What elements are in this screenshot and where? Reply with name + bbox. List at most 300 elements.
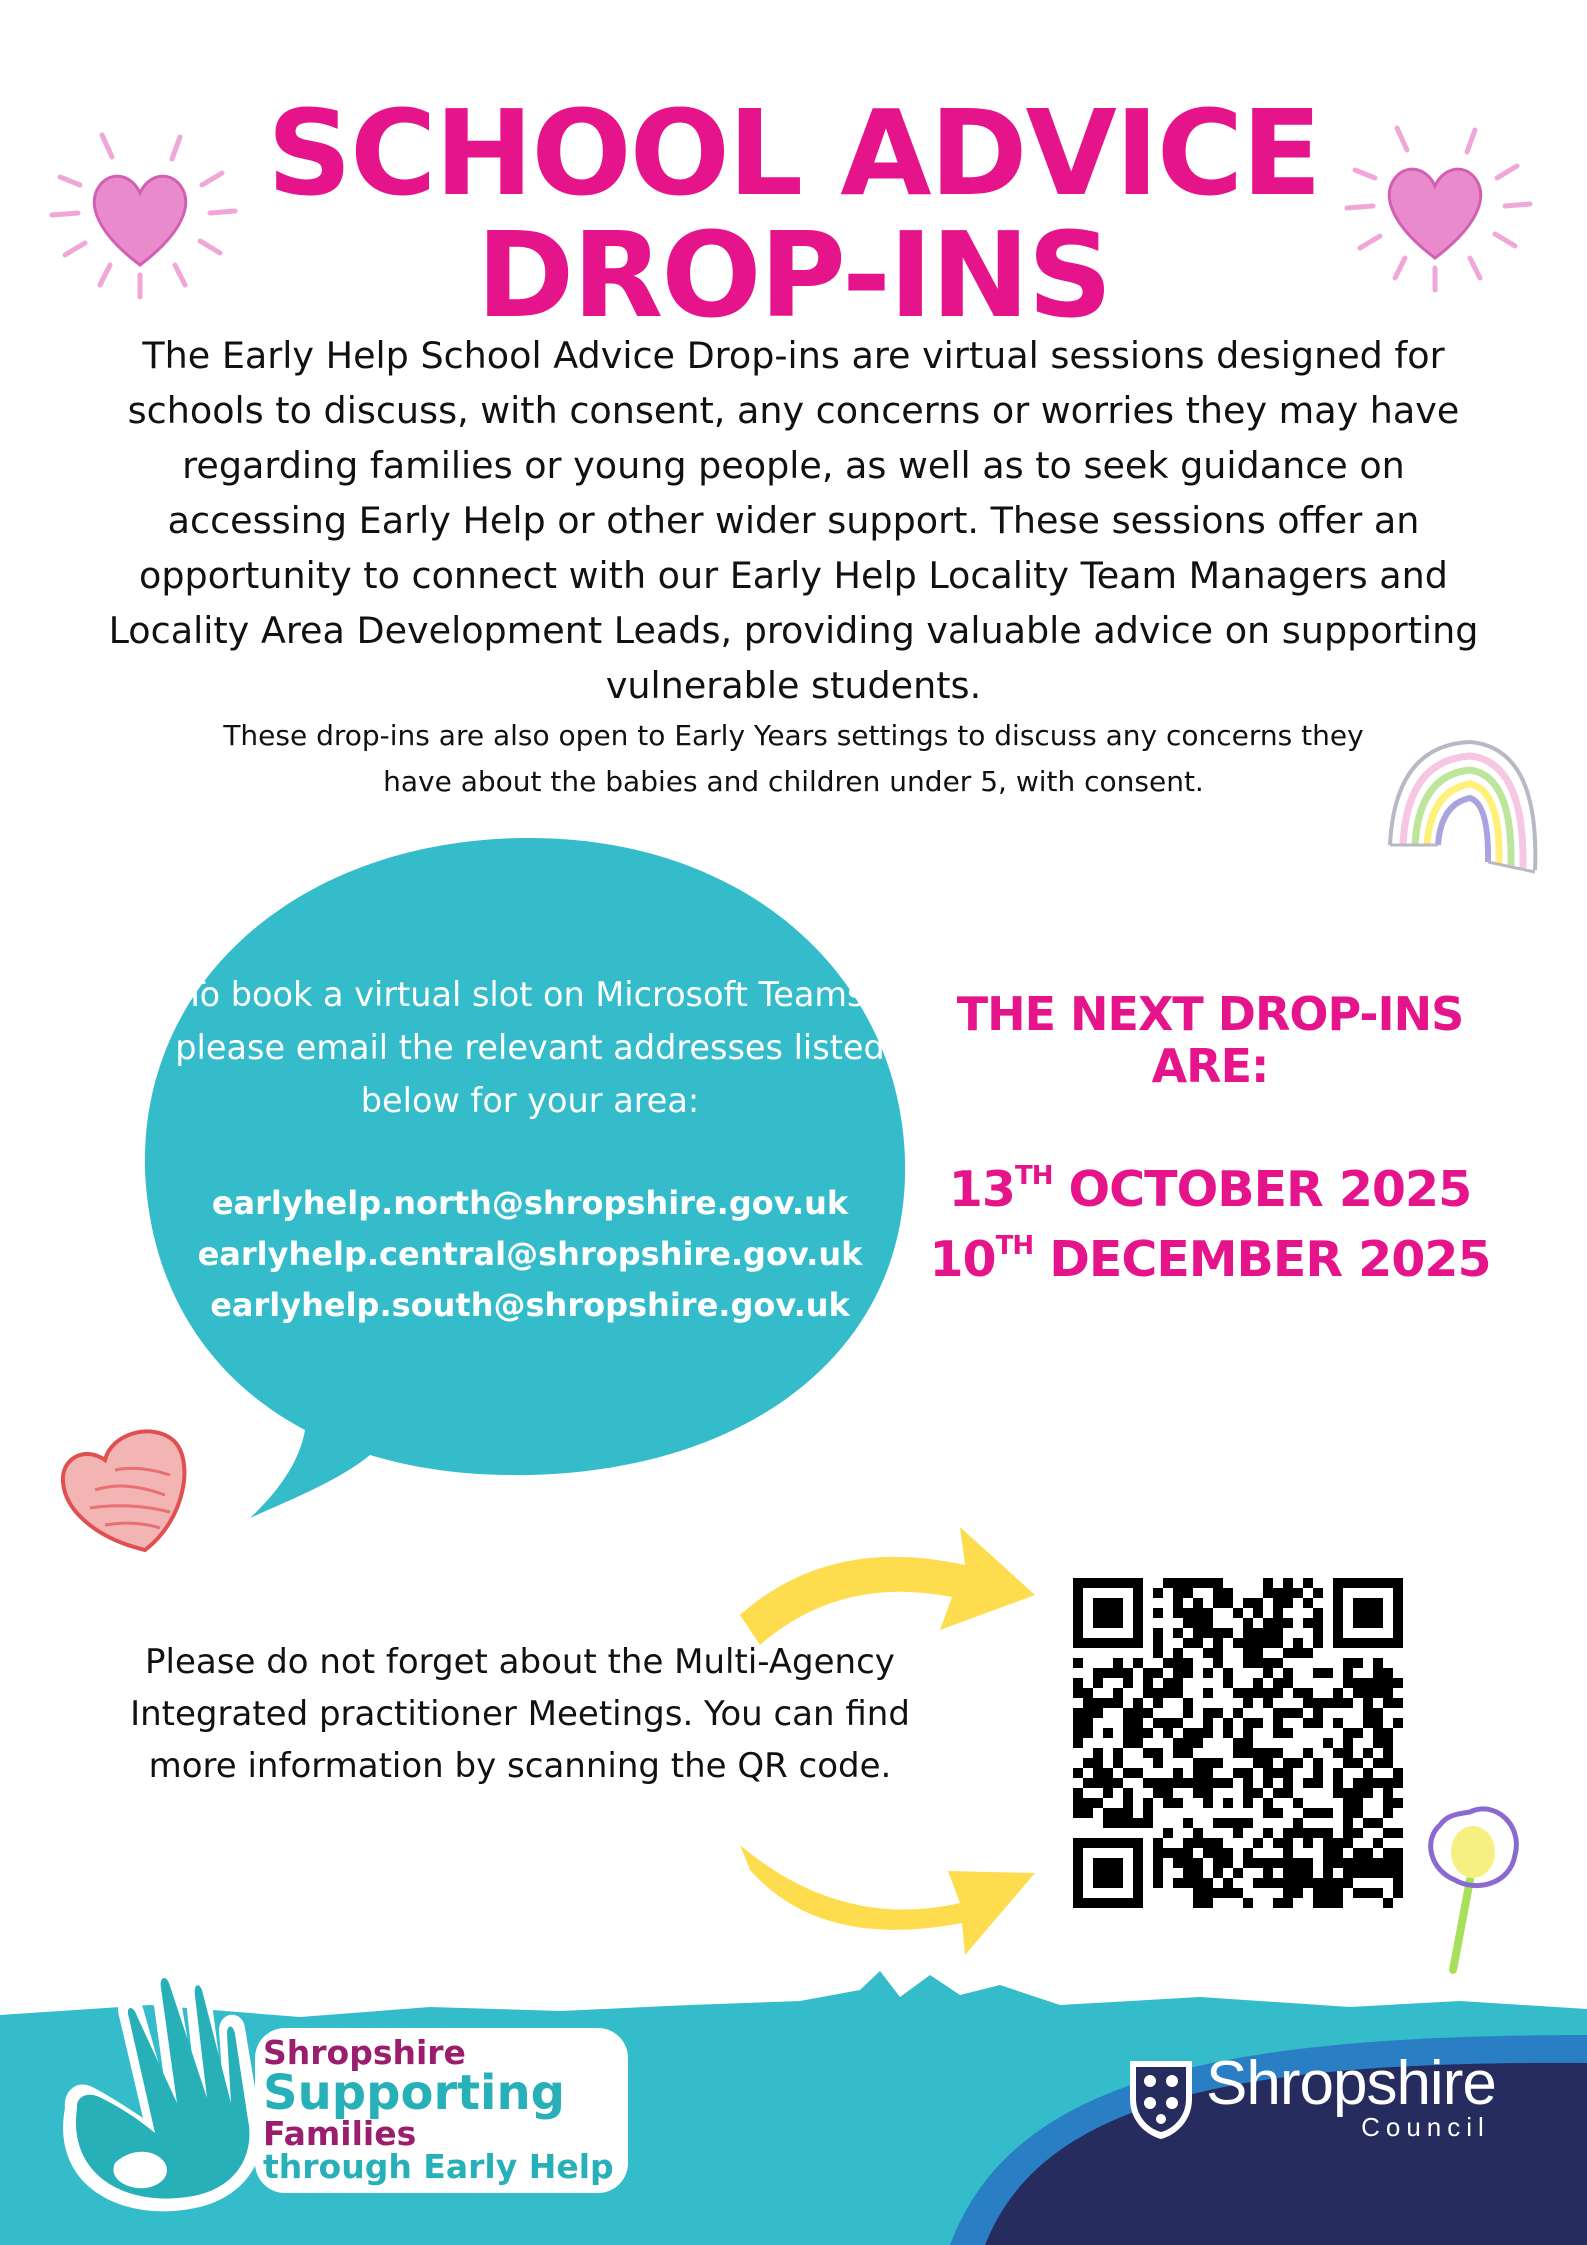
qr-module (1383, 1798, 1393, 1808)
title-line-1: SCHOOL ADVICE (267, 84, 1320, 222)
qr-module (1153, 1608, 1163, 1618)
qr-module (1283, 1708, 1293, 1718)
qr-module (1123, 1708, 1133, 1718)
qr-module (1103, 1868, 1113, 1878)
qr-module (1213, 1888, 1223, 1898)
qr-module (1113, 1808, 1123, 1818)
qr-module (1083, 1838, 1093, 1848)
qr-module (1343, 1868, 1353, 1878)
qr-module (1283, 1888, 1293, 1898)
qr-module (1183, 1778, 1193, 1788)
qr-module (1273, 1588, 1283, 1598)
qr-module (1133, 1718, 1143, 1728)
qr-module (1393, 1768, 1403, 1778)
qr-module (1133, 1628, 1143, 1638)
qr-module (1163, 1578, 1173, 1588)
qr-module (1373, 1688, 1383, 1698)
qr-module (1223, 1858, 1233, 1868)
qr-module (1163, 1678, 1173, 1688)
qr-module (1193, 1618, 1203, 1628)
qr-module (1333, 1718, 1343, 1728)
qr-module (1203, 1758, 1213, 1768)
qr-module (1103, 1698, 1113, 1708)
qr-module (1233, 1888, 1243, 1898)
qr-module (1163, 1718, 1173, 1728)
email-north-link[interactable]: earlyhelp.north@shropshire.gov.uk (211, 1184, 849, 1222)
qr-module (1283, 1828, 1293, 1838)
qr-module (1253, 1598, 1263, 1608)
qr-module (1093, 1578, 1103, 1588)
qr-module (1303, 1618, 1313, 1628)
qr-module (1363, 1698, 1373, 1708)
qr-module (1283, 1668, 1293, 1678)
qr-module (1103, 1608, 1113, 1618)
qr-module (1323, 1838, 1333, 1848)
qr-module (1303, 1838, 1313, 1848)
qr-module (1363, 1618, 1373, 1628)
qr-module (1223, 1888, 1233, 1898)
qr-module (1383, 1788, 1393, 1798)
qr-module (1313, 1628, 1323, 1638)
qr-module (1133, 1638, 1143, 1648)
qr-module (1343, 1878, 1353, 1888)
qr-module (1263, 1638, 1273, 1648)
qr-module (1273, 1808, 1283, 1818)
qr-module (1213, 1638, 1223, 1648)
qr-module (1273, 1608, 1283, 1618)
dropin-date-1: 13TH OCTOBER 2025 (948, 1161, 1472, 1218)
qr-module (1193, 1898, 1203, 1908)
qr-module (1283, 1878, 1293, 1888)
qr-module (1133, 1658, 1143, 1668)
qr-module (1383, 1678, 1393, 1688)
qr-module (1253, 1878, 1263, 1888)
qr-module (1353, 1828, 1363, 1838)
qr-module (1173, 1718, 1183, 1728)
qr-module (1153, 1878, 1163, 1888)
qr-module (1243, 1848, 1253, 1858)
qr-module (1263, 1828, 1273, 1838)
qr-module (1183, 1638, 1193, 1648)
qr-module (1113, 1658, 1123, 1668)
qr-module (1103, 1728, 1113, 1738)
qr-module (1143, 1798, 1153, 1808)
qr-module (1353, 1678, 1363, 1688)
qr-module (1293, 1588, 1303, 1598)
qr-module (1153, 1628, 1163, 1638)
qr-module (1103, 1878, 1113, 1888)
qr-module (1333, 1838, 1343, 1848)
qr-module (1153, 1668, 1163, 1678)
qr-module (1093, 1638, 1103, 1648)
qr-module (1353, 1658, 1363, 1668)
qr-module (1213, 1658, 1223, 1668)
qr-module (1083, 1708, 1093, 1718)
qr-module (1233, 1638, 1243, 1648)
qr-module (1243, 1638, 1253, 1648)
qr-module (1363, 1788, 1373, 1798)
qr-code[interactable] (1073, 1578, 1403, 1908)
qr-module (1203, 1768, 1213, 1778)
qr-module (1263, 1578, 1273, 1588)
qr-module (1353, 1618, 1363, 1628)
qr-module (1293, 1828, 1303, 1838)
qr-module (1333, 1788, 1343, 1798)
qr-module (1113, 1858, 1123, 1868)
qr-module (1343, 1728, 1353, 1738)
qr-module (1103, 1618, 1113, 1628)
qr-module (1163, 1828, 1173, 1838)
qr-module (1363, 1848, 1373, 1858)
qr-module (1383, 1848, 1393, 1858)
qr-module (1223, 1798, 1233, 1808)
qr-module (1153, 1588, 1163, 1598)
qr-module (1153, 1778, 1163, 1788)
qr-module (1323, 1888, 1333, 1898)
qr-module (1393, 1598, 1403, 1608)
qr-module (1143, 1748, 1153, 1758)
qr-module (1213, 1598, 1223, 1608)
qr-module (1253, 1858, 1263, 1868)
qr-module (1293, 1798, 1303, 1808)
qr-module (1163, 1728, 1173, 1738)
qr-module (1303, 1598, 1313, 1608)
qr-module (1153, 1648, 1163, 1658)
qr-module (1323, 1898, 1333, 1908)
early-years-note: These drop-ins are also open to Early Years settings to discuss any concerns they have about the babies and children under 5, with consent. (223, 719, 1364, 798)
qr-module (1373, 1718, 1383, 1728)
qr-module (1223, 1818, 1233, 1828)
qr-module (1133, 1848, 1143, 1858)
qr-module (1283, 1588, 1293, 1598)
qr-module (1293, 1708, 1303, 1718)
qr-module (1243, 1798, 1253, 1808)
qr-module (1083, 1808, 1093, 1818)
email-central-link[interactable]: earlyhelp.central@shropshire.gov.uk (197, 1235, 863, 1273)
qr-module (1363, 1778, 1373, 1788)
qr-module (1283, 1898, 1293, 1908)
qr-module (1333, 1858, 1343, 1868)
qr-module (1273, 1718, 1283, 1728)
qr-module (1373, 1868, 1383, 1878)
qr-module (1343, 1788, 1353, 1798)
qr-module (1303, 1688, 1313, 1698)
qr-module (1113, 1758, 1123, 1768)
qr-module (1173, 1748, 1183, 1758)
qr-module (1333, 1628, 1343, 1638)
qr-module (1243, 1858, 1253, 1868)
qr-module (1373, 1638, 1383, 1648)
qr-module (1373, 1618, 1383, 1628)
qr-module (1223, 1718, 1233, 1728)
qr-module (1243, 1898, 1253, 1908)
qr-module (1133, 1598, 1143, 1608)
qr-module (1203, 1688, 1213, 1698)
qr-module (1253, 1608, 1263, 1618)
qr-module (1313, 1758, 1323, 1768)
qr-module (1083, 1578, 1093, 1588)
council-sub: Council (1361, 2112, 1490, 2142)
qr-module (1283, 1858, 1293, 1868)
qr-module (1083, 1698, 1093, 1708)
qr-module (1353, 1688, 1363, 1698)
qr-module (1073, 1808, 1083, 1818)
qr-module (1183, 1728, 1193, 1738)
qr-module (1373, 1838, 1383, 1848)
qr-module (1283, 1838, 1293, 1848)
qr-module (1183, 1618, 1193, 1628)
qr-module (1393, 1868, 1403, 1878)
qr-module (1293, 1878, 1303, 1888)
qr-module (1383, 1738, 1393, 1748)
qr-module (1263, 1758, 1273, 1768)
qr-module (1303, 1778, 1313, 1788)
qr-module (1163, 1778, 1173, 1788)
qr-module (1083, 1638, 1093, 1648)
qr-module (1383, 1898, 1393, 1908)
supporting-families-logo (255, 2028, 628, 2193)
qr-module (1343, 1638, 1353, 1648)
qr-module (1093, 1708, 1103, 1718)
qr-module (1393, 1588, 1403, 1598)
qr-module (1203, 1578, 1213, 1588)
qr-module (1313, 1778, 1323, 1788)
title-line-2: DROP-INS (476, 206, 1111, 344)
qr-module (1343, 1738, 1353, 1748)
qr-module (1323, 1868, 1333, 1878)
qr-module (1313, 1588, 1323, 1598)
qr-module (1123, 1808, 1133, 1818)
qr-module (1393, 1828, 1403, 1838)
qr-module (1273, 1878, 1283, 1888)
qr-module (1283, 1788, 1293, 1798)
qr-module (1073, 1678, 1083, 1688)
qr-module (1173, 1848, 1183, 1858)
qr-module (1143, 1808, 1153, 1818)
qr-module (1073, 1798, 1083, 1808)
qr-module (1363, 1818, 1373, 1828)
qr-module (1183, 1738, 1193, 1748)
qr-module (1163, 1688, 1173, 1698)
qr-module (1343, 1698, 1353, 1708)
qr-module (1253, 1638, 1263, 1648)
qr-module (1113, 1818, 1123, 1828)
qr-module (1363, 1598, 1373, 1608)
qr-module (1203, 1898, 1213, 1908)
qr-module (1113, 1688, 1123, 1698)
qr-module (1383, 1668, 1393, 1678)
qr-module (1233, 1828, 1243, 1838)
qr-module (1143, 1668, 1153, 1678)
qr-module (1133, 1858, 1143, 1868)
qr-module (1073, 1688, 1083, 1698)
qr-module (1263, 1798, 1273, 1808)
qr-module (1133, 1868, 1143, 1878)
qr-module (1093, 1768, 1103, 1778)
qr-module (1273, 1618, 1283, 1628)
qr-module (1223, 1598, 1233, 1608)
qr-module (1183, 1848, 1193, 1858)
qr-module (1373, 1678, 1383, 1688)
qr-module (1393, 1618, 1403, 1628)
qr-module (1343, 1758, 1353, 1768)
qr-module (1233, 1868, 1243, 1878)
qr-module (1153, 1718, 1163, 1728)
qr-module (1223, 1778, 1233, 1788)
qr-module (1333, 1888, 1343, 1898)
qr-module (1193, 1578, 1203, 1588)
qr-module (1363, 1858, 1373, 1868)
qr-module (1223, 1588, 1233, 1598)
qr-module (1233, 1708, 1243, 1718)
qr-module (1243, 1748, 1253, 1758)
qr-module (1363, 1768, 1373, 1778)
qr-module (1313, 1718, 1323, 1728)
email-south-link[interactable]: earlyhelp.south@shropshire.gov.uk (210, 1286, 850, 1324)
qr-module (1283, 1598, 1293, 1608)
qr-module (1383, 1868, 1393, 1878)
qr-module (1283, 1868, 1293, 1878)
qr-module (1273, 1858, 1283, 1868)
qr-module (1073, 1738, 1083, 1748)
qr-module (1393, 1638, 1403, 1648)
qr-module (1303, 1698, 1313, 1708)
qr-module (1323, 1848, 1333, 1858)
qr-module (1093, 1798, 1103, 1808)
qr-module (1283, 1618, 1293, 1628)
logo-line-1: Shropshire (263, 2033, 466, 2072)
qr-module (1273, 1638, 1283, 1648)
qr-module (1193, 1838, 1203, 1848)
qr-module (1273, 1688, 1283, 1698)
qr-module (1333, 1578, 1343, 1588)
qr-module (1083, 1798, 1093, 1808)
qr-module (1393, 1848, 1403, 1858)
qr-module (1393, 1718, 1403, 1728)
qr-module (1343, 1808, 1353, 1818)
qr-module (1293, 1868, 1303, 1878)
qr-module (1103, 1858, 1113, 1868)
qr-module (1133, 1838, 1143, 1848)
qr-module (1283, 1578, 1293, 1588)
qr-module (1143, 1708, 1153, 1718)
qr-module (1093, 1898, 1103, 1908)
qr-module (1253, 1658, 1263, 1668)
qr-module (1323, 1698, 1333, 1708)
qr-module (1353, 1598, 1363, 1608)
rainbow-doodle-icon (1375, 720, 1555, 895)
qr-module (1183, 1698, 1193, 1708)
qr-module (1393, 1858, 1403, 1868)
logo-line-3: Families (263, 2114, 417, 2153)
qr-module (1363, 1638, 1373, 1648)
qr-module (1333, 1768, 1343, 1778)
qr-module (1143, 1818, 1153, 1828)
qr-module (1343, 1678, 1353, 1688)
qr-module (1183, 1838, 1193, 1848)
next-dropins-heading (900, 988, 1520, 1092)
qr-module (1173, 1608, 1183, 1618)
qr-module (1103, 1818, 1113, 1828)
qr-module (1353, 1758, 1363, 1768)
qr-module (1323, 1808, 1333, 1818)
qr-module (1103, 1638, 1113, 1648)
qr-module (1153, 1698, 1163, 1708)
qr-module (1343, 1578, 1353, 1588)
qr-module (1353, 1578, 1363, 1588)
qr-module (1083, 1898, 1093, 1908)
qr-module (1323, 1878, 1333, 1888)
qr-module (1103, 1768, 1113, 1778)
qr-module (1253, 1838, 1263, 1848)
qr-module (1173, 1648, 1183, 1658)
qr-module (1073, 1868, 1083, 1878)
qr-module (1193, 1738, 1203, 1748)
qr-module (1123, 1798, 1133, 1808)
speech-bubble (130, 830, 920, 1520)
qr-module (1113, 1668, 1123, 1678)
qr-module (1393, 1578, 1403, 1588)
qr-module (1323, 1828, 1333, 1838)
qr-module (1133, 1768, 1143, 1778)
qr-module (1283, 1678, 1293, 1688)
qr-module (1073, 1838, 1083, 1848)
qr-module (1253, 1758, 1263, 1768)
qr-module (1073, 1628, 1083, 1638)
qr-module (1093, 1598, 1103, 1608)
qr-module (1303, 1828, 1313, 1838)
qr-module (1173, 1778, 1183, 1788)
qr-module (1123, 1898, 1133, 1908)
qr-module (1263, 1868, 1273, 1878)
qr-module (1243, 1818, 1253, 1828)
qr-module (1073, 1608, 1083, 1618)
qr-module (1353, 1788, 1363, 1798)
qr-module (1193, 1598, 1203, 1608)
qr-module (1113, 1598, 1123, 1608)
qr-module (1333, 1778, 1343, 1788)
qr-module (1283, 1848, 1293, 1858)
qr-module (1273, 1658, 1283, 1668)
page-title (0, 84, 1587, 344)
qr-module (1133, 1818, 1143, 1828)
qr-module (1153, 1758, 1163, 1768)
council-name: Shropshire (1206, 2049, 1496, 2118)
qr-module (1273, 1768, 1283, 1778)
qr-module (1333, 1598, 1343, 1608)
qr-module (1253, 1678, 1263, 1688)
qr-module (1273, 1678, 1283, 1688)
qr-module (1173, 1628, 1183, 1638)
qr-module (1073, 1728, 1083, 1738)
qr-module (1363, 1718, 1373, 1728)
qr-module (1133, 1588, 1143, 1598)
qr-module (1083, 1688, 1093, 1698)
qr-module (1143, 1678, 1153, 1688)
qr-module (1143, 1688, 1153, 1698)
qr-module (1093, 1618, 1103, 1628)
qr-module (1333, 1898, 1343, 1908)
qr-module (1273, 1748, 1283, 1758)
qr-module (1203, 1668, 1213, 1678)
qr-module (1203, 1848, 1213, 1858)
shropshire-council-logo (1206, 2049, 1496, 2143)
qr-module (1183, 1658, 1193, 1668)
qr-module (1303, 1868, 1313, 1878)
qr-module (1243, 1698, 1253, 1708)
qr-module (1263, 1588, 1273, 1598)
qr-module (1073, 1578, 1083, 1588)
